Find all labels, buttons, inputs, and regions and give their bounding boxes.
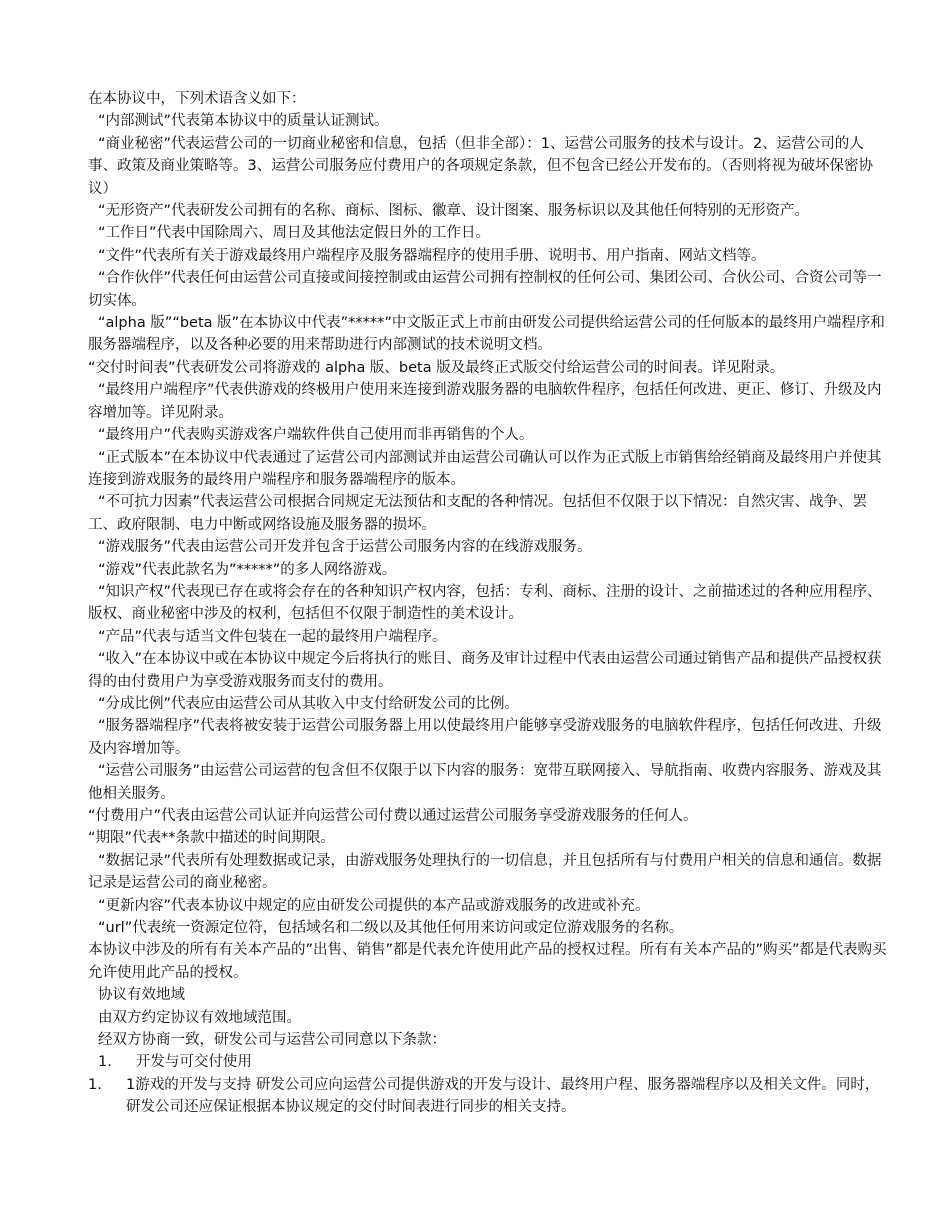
definition-term: “期限”代表**条款中描述的时间期限。 (88, 830, 336, 847)
definition-data-records: “数据记录”代表所有处理数据或记录，由游戏服务处理执行的一切信息，并且包括所有与付费用户相关的信息和通信。数据记录是运营公司的商业秘密。 (88, 852, 882, 892)
definition-revenue: “收入”在本协议中或在本协议中规定今后将执行的账目、商务及审计过程中代表由运营公司通过销售产品和提供产品授权获得的由付费用户为享受游戏服务而支付的费用。 (88, 651, 882, 690)
definition-alpha-beta: “alpha 版”“beta 版”在本协议中代表”*****”中文版正式上市前由研发公司提供给运营公司的任何版本的最终用户端程序和服务器端程序，以及各种必要的用来帮助进行内部测试的技术说明文档。 (88, 315, 885, 354)
definition-paying-user: “付费用户”代表由运营公司认证并向运营公司付费以通过运营公司服务享受游戏服务的任何人。 (88, 808, 698, 824)
section-heading-development (88, 1051, 890, 1073)
definition-force-majeure: “不可抗力因素”代表运营公司根据合同规定无法预估和支配的各种情况。包括但不仅限于以下情况：自然灾害、战争、罢工、政府限制、电力中断或网络设施及服务器的损坏。 (88, 494, 868, 533)
definition-product: “产品”代表与适当文件包装在一起的最终用户端程序。 (98, 628, 447, 645)
definition-end-user: “最终用户”代表购买游戏客户端软件供自己使用而非再销售的个人。 (98, 427, 534, 444)
list-item-text: 1游戏的开发与支持 研发公司应向运营公司提供游戏的开发与设计、最终用户程、服务器端程序以及相关文件。同时，研发公司还应保证根据本协议规定的交付时间表进行同步的相关支持。 (126, 1076, 880, 1116)
definition-end-user-client: “最终用户端程序”代表供游戏的终极用户使用来连接到游戏服务器的电脑软件程序，包括任何改进、更正、修订、升级及内容增加等。详见附录。 (88, 382, 882, 421)
definition-url: “url”代表统一资源定位符，包括域名和二级以及其他任何用来访问或定位游戏服务的名称。 (98, 920, 684, 937)
definition-server-program: “服务器端程序”代表将被安装于运营公司服务器上用以使最终用户能够享受游戏服务的电脑软件程序，包括任何改进、升级及内容增加等。 (88, 718, 882, 757)
definition-operator-service: “运营公司服务”由运营公司运营的包含但不仅限于以下内容的服务：宽带互联网接入、导航指南、收费内容服务、游戏及其他相关服务。 (88, 763, 882, 802)
definition-game-service: “游戏服务”代表由运营公司开发并包含于运营公司服务内容的在线游戏服务。 (98, 539, 592, 556)
definition-trade-secret: “商业秘密”代表运营公司的一切商业秘密和信息，包括（但非全部）：1、运营公司服务的技术与设计。2、运营公司的人事、政策及商业策略等。3、运营公司服务应付费用户的各项规定条款，但不包含已经公开发布的。（否则将视为破坏保密协议） (88, 135, 873, 197)
sales-definition-paragraph: 本协议中涉及的所有有关本产品的”出售、销售”都是代表允许使用此产品的授权过程。所有有关本产品的”购买”都是代表购买允许使用此产品的授权。 (88, 942, 887, 981)
definition-intellectual-property: “知识产权”代表现已存在或将会存在的各种知识产权内容，包括：专利、商标、注册的设计、之前描述过的各种应用程序、版权、商业秘密中涉及的权利，包括但不仅限于制造性的美术设计。 (88, 583, 882, 623)
list-item (88, 1074, 890, 1119)
agreement-terms-intro: 经双方协商一致，研发公司与运营公司同意以下条款： (98, 1032, 446, 1049)
definition-documents: “文件”代表所有关于游戏最终用户端程序及服务器端程序的使用手册、说明书、用户指南、网站文档等。 (98, 247, 766, 264)
section-number: 1. (98, 1054, 112, 1071)
list-item-number: 1. (88, 1076, 102, 1093)
definition-intangible-assets: “无形资产”代表研发公司拥有的名称、商标、图标、徽章、设计图案、服务标识以及其他任何特别的无形资产。 (98, 203, 810, 220)
definition-revenue-share: “分成比例”代表应由运营公司从其收入中支付给研发公司的比例。 (98, 695, 520, 712)
definition-internal-test: “内部测试”代表第本协议中的质量认证测试。 (98, 113, 389, 130)
definition-delivery-schedule: “交付时间表”代表研发公司将游戏的 alpha 版、beta 版及最终正式版交付给运营公司的时间表。详见附录。 (88, 359, 785, 376)
definition-workday: “工作日”代表中国除周六、周日及其他法定假日外的工作日。 (98, 225, 491, 242)
effective-territory-heading: 协议有效地域 (98, 987, 185, 1004)
section-title: 开发与可交付使用 (135, 1054, 252, 1071)
definition-partner: “合作伙伴”代表任何由运营公司直接或间接控制或由运营公司拥有控制权的任何公司、集团公司、合伙公司、合资公司等一切实体。 (88, 270, 882, 309)
definition-official-version: “正式版本”在本协议中代表通过了运营公司内部测试并由运营公司确认可以作为正式版上市销售给经销商及最终用户并使其连接到游戏服务的最终用户端程序和服务器端程序的版本。 (88, 449, 882, 488)
definition-game: “游戏”代表此款名为”*****”的多人网络游戏。 (98, 561, 397, 578)
intro-paragraph: 在本协议中，下列术语含义如下： (88, 91, 306, 107)
effective-territory-text: 由双方约定协议有效地域范围。 (98, 1009, 301, 1026)
definition-updates: “更新内容”代表本协议中规定的应由研发公司提供的本产品或游戏服务的改进或补充。 (98, 897, 650, 914)
